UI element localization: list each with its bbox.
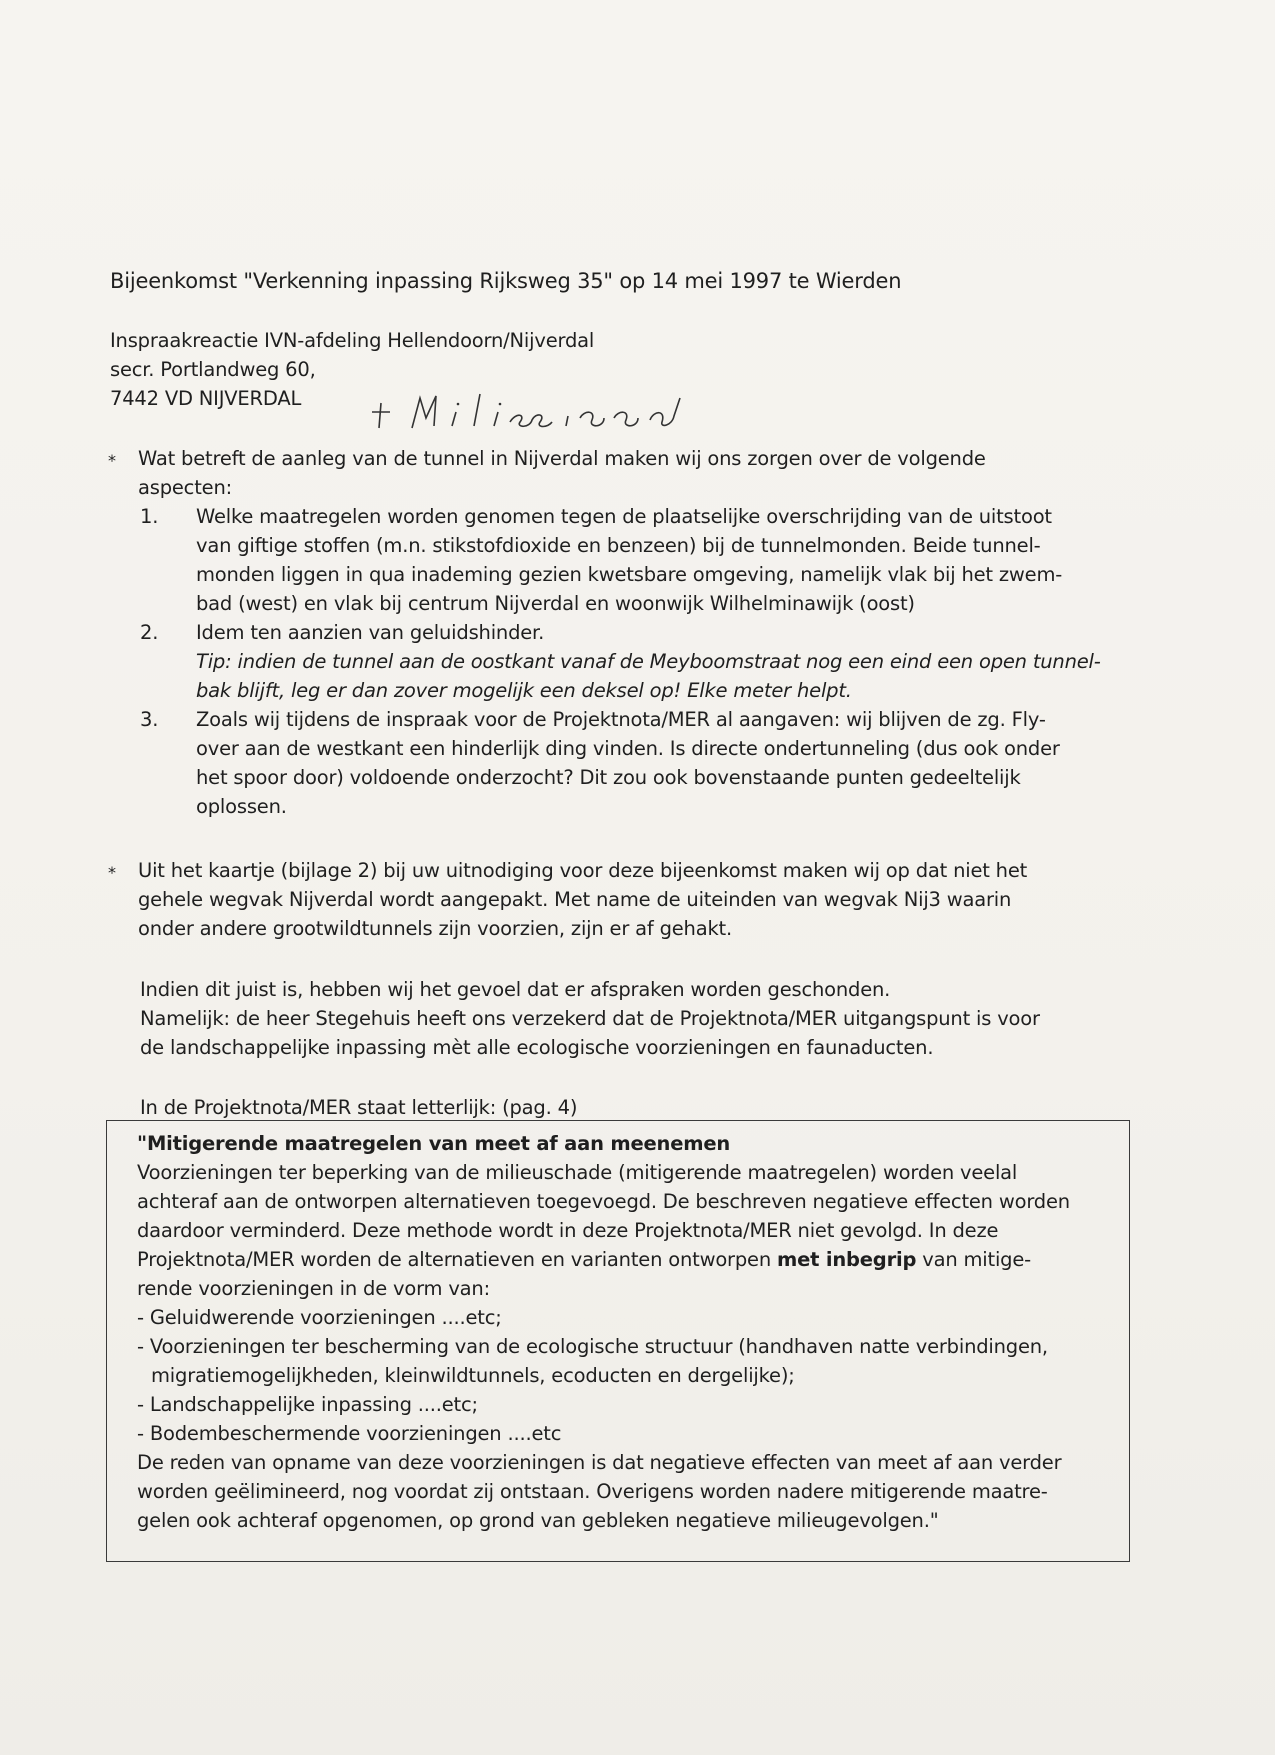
paragraph-line: Namelijk: de heer Stegehuis heeft ons verzekerd dat de Projektnota/MER uitgangspunt is voor [140, 1007, 1040, 1030]
section-intro-1: Wat betreft de aanleg van de tunnel in Nijverdal maken wij ons zorgen over de volgende [138, 447, 986, 470]
tip-line: bak blijft, leg er dan zover mogelijk een deksel op! Elke meter helpt. [196, 679, 852, 702]
quote-line-part: van mitige- [916, 1248, 1031, 1271]
section-line: Uit het kaartje (bijlage 2) bij uw uitnodiging voor deze bijeenkomst maken wij op dat niet het [138, 859, 1028, 882]
item-number: 1. [140, 505, 159, 528]
item-number: 3. [140, 708, 159, 731]
concerns-section [108, 444, 1138, 821]
quote-line: rende voorzieningen in de vorm van: [137, 1277, 490, 1300]
quote-list-item: - Landschappelijke inpassing ....etc; [137, 1393, 478, 1416]
bullet-star: * [108, 451, 116, 470]
quote-line: worden geëlimineerd, nog voordat zij ontstaan. Overigens worden nadere mitigerende maatre- [137, 1480, 1048, 1503]
quote-emphasis: met inbegrip [777, 1248, 917, 1271]
item-line: Zoals wij tijdens de inspraak voor de Projektnota/MER al aangaven: wij blijven de zg. Fly- [196, 708, 1046, 731]
quote-line: achteraf aan de ontworpen alternatieven toegevoegd. De beschreven negatieve effecten worden [137, 1190, 1070, 1213]
quote-line: gelen ook achteraf opgenomen, op grond van gebleken negatieve milieugevolgen." [137, 1509, 939, 1532]
handwritten-note [370, 388, 720, 436]
paragraph-line: Indien dit juist is, hebben wij het gevoel dat er afspraken worden geschonden. [140, 978, 891, 1001]
section-line: gehele wegvak Nijverdal wordt aangepakt. Met name de uiteinden van wegvak Nij3 waarin [138, 888, 1012, 911]
quote-list-item: migratiemogelijkheden, kleinwildtunnels, ecoducten en dergelijke); [151, 1364, 795, 1387]
item-line: over aan de westkant een hinderlijk ding vinden. Is directe ondertunneling (dus ook onder [196, 737, 1060, 760]
tip-line: Tip: indien de tunnel aan de oostkant vanaf de Meyboomstraat nog een eind een open tunnel- [196, 650, 1101, 673]
sender-line-3: 7442 VD NIJVERDAL [110, 387, 302, 410]
document-title: Bijeenkomst "Verkenning inpassing Rijksweg 35" op 14 mei 1997 te Wierden [110, 269, 902, 293]
paragraph-line: de landschappelijke inpassing mèt alle ecologische voorzieningen en faunaducten. [140, 1036, 934, 1059]
list-item [140, 618, 1138, 705]
quote-heading: "Mitigerende maatregelen van meet af aan meenemen [137, 1132, 731, 1155]
quote-list-item: - Voorzieningen ter bescherming van de ecologische structuur (handhaven natte verbindingen, [137, 1335, 1048, 1358]
item-number: 2. [140, 621, 159, 644]
quote-box [106, 1120, 1130, 1562]
agreement-paragraph [140, 975, 1140, 1062]
list-item [140, 502, 1138, 618]
map-section [108, 856, 1138, 943]
quote-line: Voorzieningen ter beperking van de milieuschade (mitigerende maatregelen) worden veelal [137, 1161, 1018, 1184]
item-line: oplossen. [196, 795, 287, 818]
quote-intro: In de Projektnota/MER staat letterlijk: (pag. 4) [140, 1096, 578, 1119]
sender-line-2: secr. Portlandweg 60, [110, 358, 316, 381]
item-line: van giftige stoffen (m.n. stikstofdioxide en benzeen) bij de tunnelmonden. Beide tunnel- [196, 534, 1041, 557]
item-line: het spoor door) voldoende onderzocht? Dit zou ook bovenstaande punten gedeeltelijk [196, 766, 1021, 789]
section-line: onder andere grootwildtunnels zijn voorzien, zijn er af gehakt. [138, 917, 733, 940]
quote-line: De reden van opname van deze voorzieningen is dat negatieve effecten van meet af aan verder [137, 1451, 1062, 1474]
quote-line: daardoor verminderd. Deze methode wordt in deze Projektnota/MER niet gevolgd. In deze [137, 1219, 999, 1242]
item-line: Welke maatregelen worden genomen tegen de plaatselijke overschrijding van de uitstoot [196, 505, 1052, 528]
item-line: Idem ten aanzien van geluidshinder. [196, 621, 545, 644]
quote-line-part: Projektnota/MER worden de alternatieven en varianten ontworpen [137, 1248, 777, 1271]
item-line: bad (west) en vlak bij centrum Nijverdal en woonwijk Wilhelminawijk (oost) [196, 592, 915, 615]
quote-list-item: - Geluidwerende voorzieningen ....etc; [137, 1306, 502, 1329]
list-item [140, 705, 1138, 821]
quote-line [137, 1245, 1137, 1274]
sender-line-1: Inspraakreactie IVN-afdeling Hellendoorn/Nijverdal [110, 329, 595, 352]
item-line: monden liggen in qua inademing gezien kwetsbare omgeving, namelijk vlak bij het zwem- [196, 563, 1063, 586]
bullet-star: * [108, 863, 116, 882]
section-intro-2: aspecten: [138, 476, 232, 499]
quote-list-item: - Bodembeschermende voorzieningen ....etc [137, 1422, 562, 1445]
